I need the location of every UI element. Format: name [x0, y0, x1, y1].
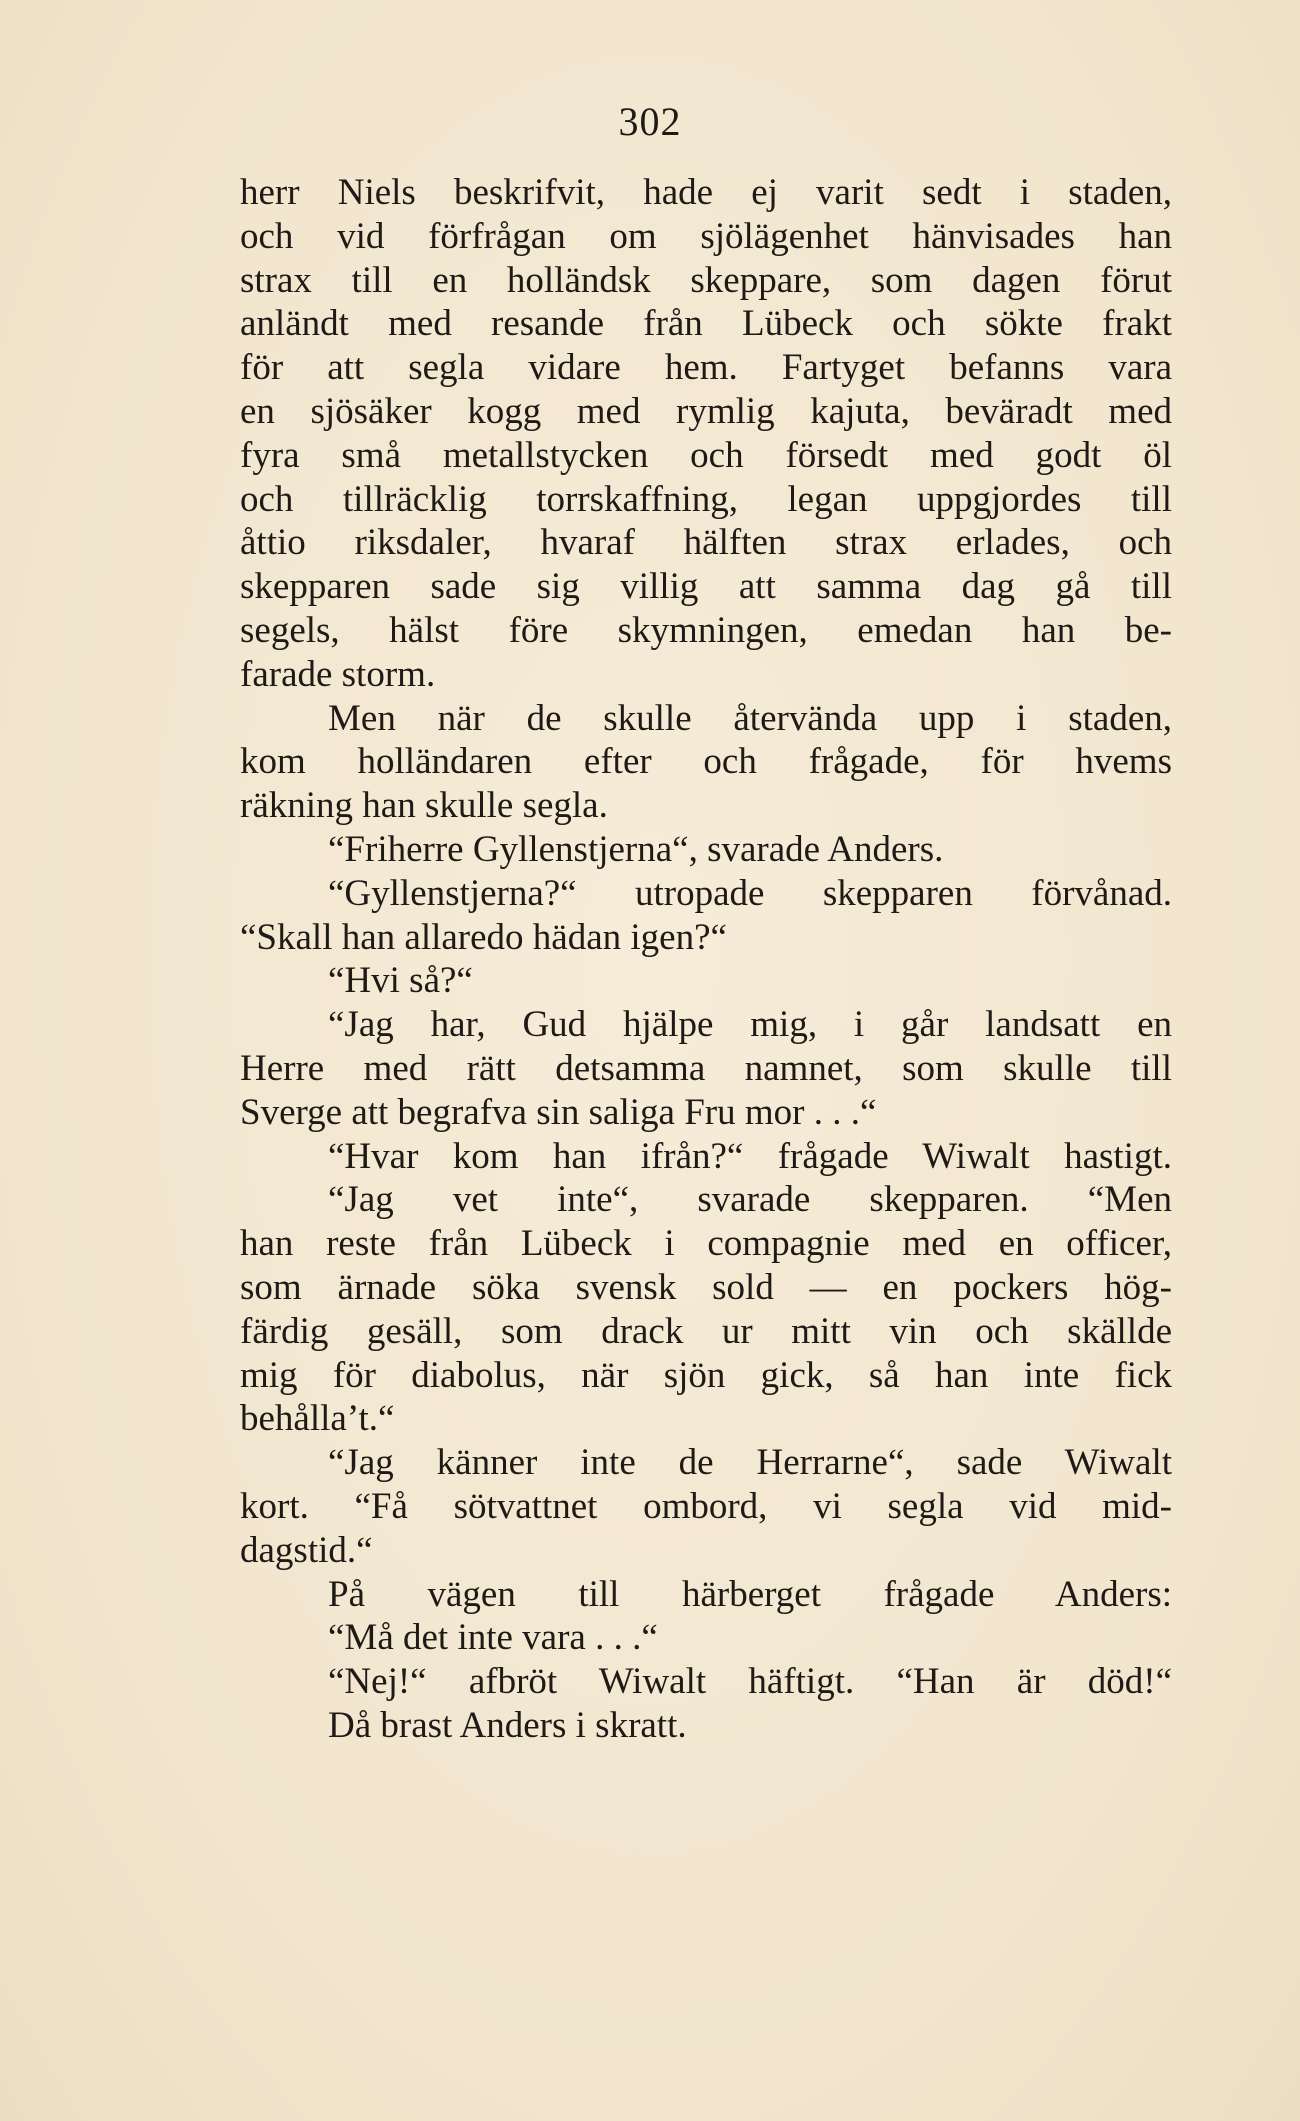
text-line: en sjösäker kogg med rymlig kajuta, beväradt med: [240, 390, 1172, 432]
page-number: 302: [618, 99, 682, 144]
text-line: anländt med resande från Lübeck och sökte frakt: [240, 303, 1172, 345]
text-line: “Jag har, Gud hjälpe mig, i går landsatt en: [328, 1004, 1172, 1046]
text-line: räkning han skulle segla.: [240, 785, 608, 827]
text-line: fyra små metallstycken och försedt med godt öl: [240, 434, 1172, 476]
text-line: för att segla vidare hem. Fartyget befanns vara: [240, 347, 1172, 389]
text-line: “Må det inte vara . . .“: [328, 1617, 658, 1659]
text-line: “Jag känner inte de Herrarne“, sade Wiwalt: [328, 1442, 1172, 1484]
text-line: mig för diabolus, när sjön gick, så han inte fick: [240, 1354, 1172, 1396]
text-line: behålla’t.“: [240, 1398, 395, 1440]
text-line: skepparen sade sig villig att samma dag gå till: [240, 566, 1172, 608]
text-line: herr Niels beskrifvit, hade ej varit sedt i staden,: [240, 172, 1172, 213]
text-line: strax till en holländsk skeppare, som dagen förut: [240, 259, 1172, 301]
text-line: segels, hälst före skymningen, emedan han be-: [240, 609, 1172, 651]
text-line: och tillräcklig torrskaffning, legan uppgjordes till: [240, 478, 1172, 520]
text-line: “Skall han allaredo hädan igen?“: [240, 916, 727, 958]
text-line: dagstid.“: [240, 1529, 373, 1571]
text-line: färdig gesäll, som drack ur mitt vin och skällde: [240, 1310, 1172, 1352]
text-line: “Friherre Gyllenstjerna“, svarade Anders.: [328, 828, 944, 870]
text-line: åttio riksdaler, hvaraf hälften strax erlades, och: [240, 522, 1172, 564]
text-line: kom holländaren efter och frågade, för hvems: [240, 741, 1172, 783]
text-line: “Hvi så?“: [328, 960, 473, 1002]
text-line: kort. “Få sötvattnet ombord, vi segla vid mid-: [240, 1485, 1172, 1527]
text-line: “Nej!“ afbröt Wiwalt häftigt. “Han är död!“: [328, 1661, 1172, 1703]
text-line: som ärnade söka svensk sold — en pockers hög-: [240, 1266, 1172, 1308]
text-line: Sverge att begrafva sin saliga Fru mor . . .“: [240, 1091, 877, 1133]
text-line: På vägen till härberget frågade Anders:: [328, 1573, 1172, 1615]
text-line: Då brast Anders i skratt.: [328, 1704, 687, 1746]
text-line: “Hvar kom han ifrån?“ frågade Wiwalt hastigt.: [328, 1135, 1172, 1177]
text-line: han reste från Lübeck i compagnie med en officer,: [240, 1223, 1172, 1265]
text-line: Men när de skulle återvända upp i staden,: [328, 697, 1172, 739]
text-line: Herre med rätt detsamma namnet, som skulle till: [240, 1047, 1172, 1089]
text-line: “Gyllenstjerna?“ utropade skepparen förvånad.: [328, 872, 1172, 914]
body-text: [240, 171, 1172, 1748]
text-line: farade storm.: [240, 653, 436, 695]
text-line: och vid förfrågan om sjölägenhet hänvisades han: [240, 215, 1172, 257]
text-line: “Jag vet inte“, svarade skepparen. “Men: [328, 1179, 1172, 1221]
